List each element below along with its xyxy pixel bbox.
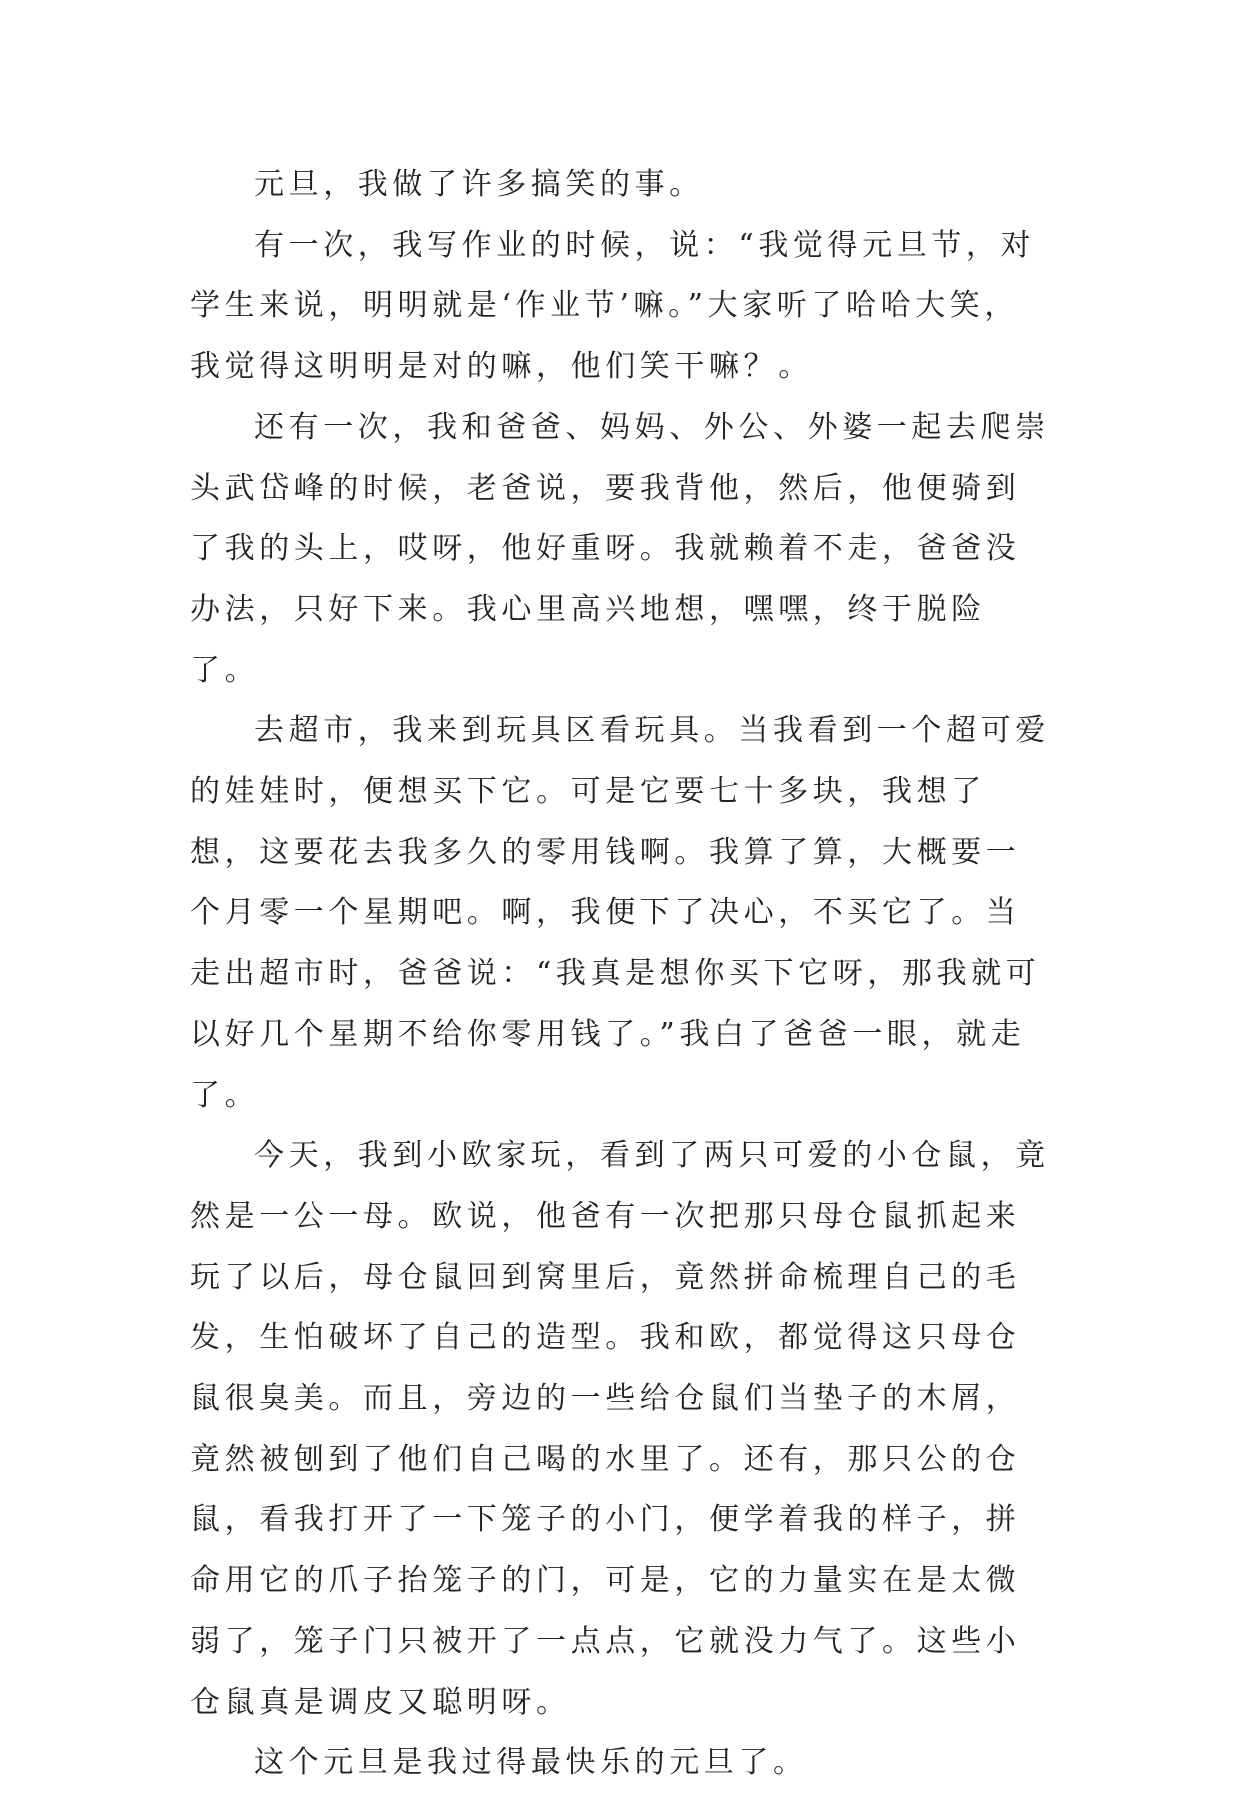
- paragraph: 有一次，我写作业的时候，说：“我觉得元旦节，对学生来说，明明就是‘作业节’嘛。”大家听了哈哈大笑，我觉得这明明是对的嘛，他们笑干嘛？。: [190, 227, 1036, 385]
- document-body: [190, 155, 1052, 1794]
- paragraph: 还有一次，我和爸爸、妈妈、外公、外婆一起去爬崇头武岱峰的时候，老爸说，要我背他，然后，他便骑到了我的头上，哎呀，他好重呀。我就赖着不走，爸爸没办法，只好下来。我心里高兴地想，嘿嘿，终于脱险了。: [190, 409, 1050, 688]
- paragraph: 这个元旦是我过得最快乐的元旦了。: [254, 1745, 808, 1781]
- paragraph: 元旦，我做了许多搞笑的事。: [254, 167, 704, 202]
- paragraph: 去超市，我来到玩具区看玩具。当我看到一个超可爱的娃娃时，便想买下它。可是它要七十多块，我想了想，这要花去我多久的零用钱啊。我算了算，大概要一个月零一个星期吧。啊，我便下了决心，不买它了。当走出超市时，爸爸说：“我真是想你买下它呀，那我就可以好几个星期不给你零用钱了。”我白了爸爸一眼，就走了。: [190, 713, 1050, 1113]
- paragraph: 今天，我到小欧家玩，看到了两只可爱的小仓鼠，竟然是一公一母。欧说，他爸有一次把那只母仓鼠抓起来玩了以后，母仓鼠回到窝里后，竟然拼命梳理自己的毛发，生怕破坏了自己的造型。我和欧，都觉得这只母仓鼠很臭美。而且，旁边的一些给仓鼠们当垫子的木屑，竟然被刨到了他们自己喝的水里了。还有，那只公的仓鼠，看我打开了一下笼子的小门，便学着我的样子，拼命用它的爪子抬笼子的门，可是，它的力量实在是太微弱了，笼子门只被开了一点点，它就没力气了。这些小仓鼠真是调皮又聪明呀。: [190, 1138, 1050, 1720]
